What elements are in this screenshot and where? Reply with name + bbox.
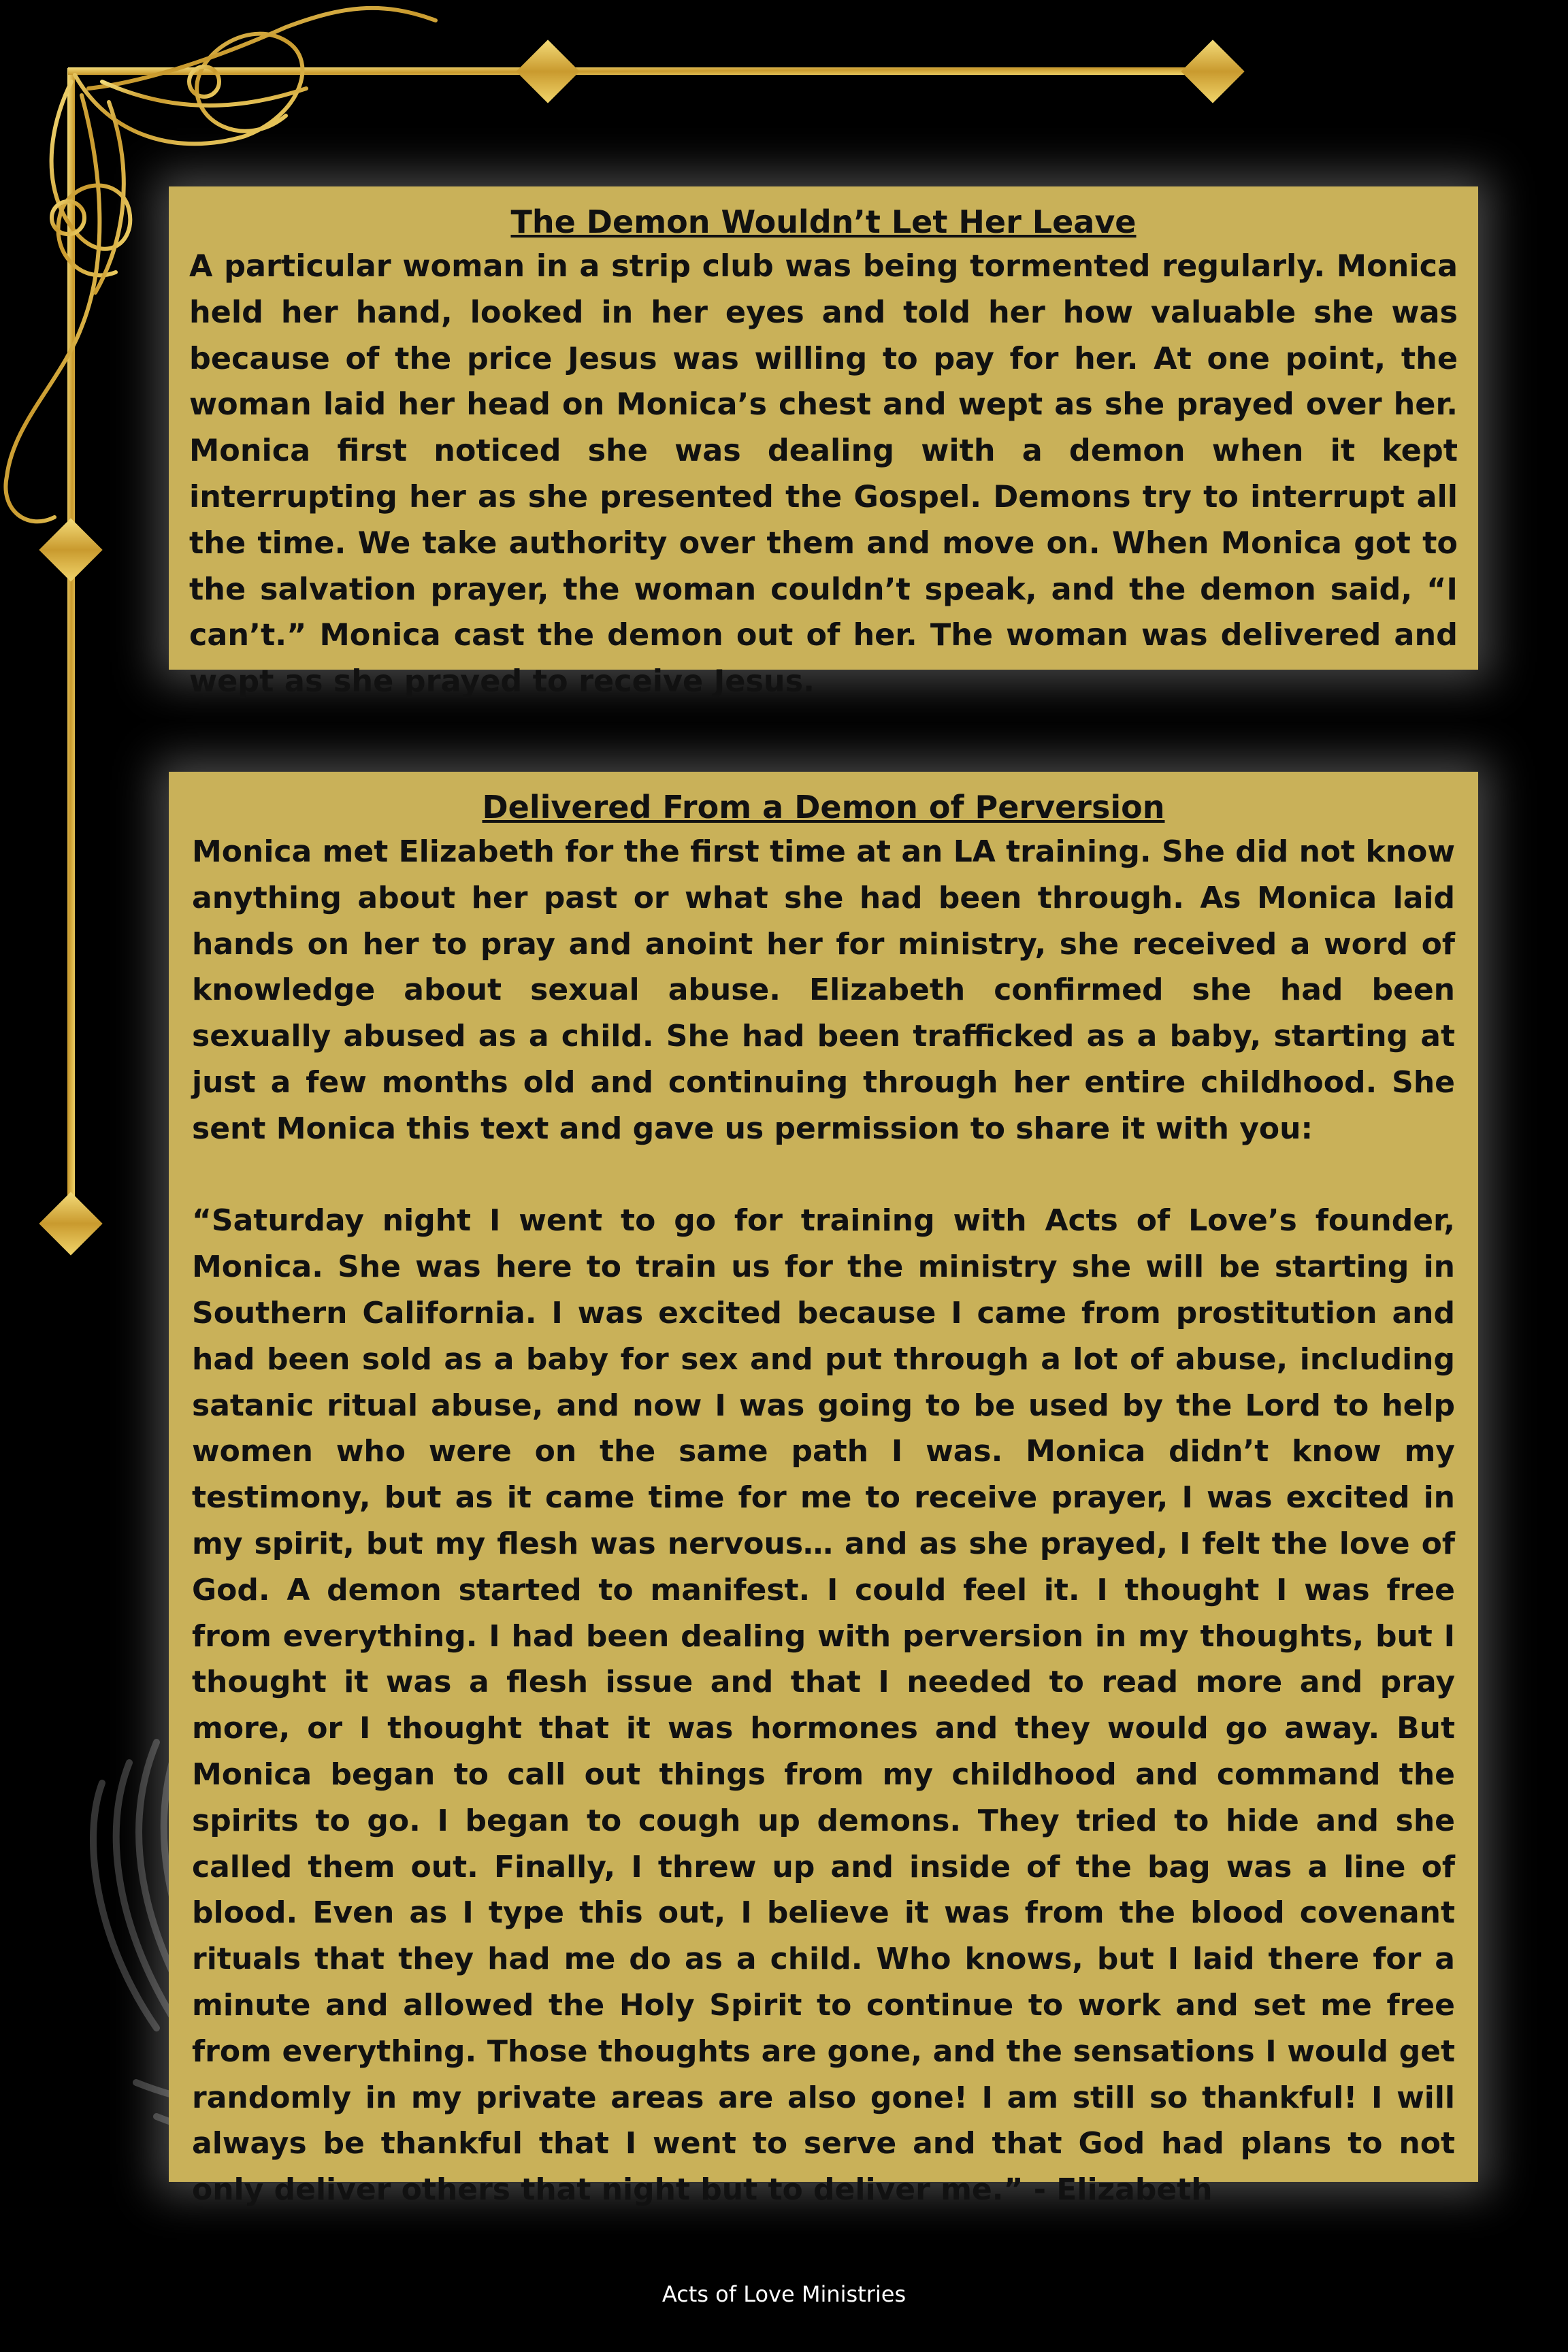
story-title: Delivered From a Demon of Perversion — [482, 789, 1165, 826]
testimony-quote: “Saturday night I went to go for training with Acts of Love’s founder, Monica. She was here to train us for the ministry she will be starting in Southern California. I was excited because I came from prostitution and had been sold as a baby for sex and put through a lot of abuse, including satanic ritual abuse, and now I was going to be used by the Lord to help women who were on the same path I was. Monica didn’t know my testimony, but as it came time for me to receive prayer, I was excited in my spirit, but my flesh was nervous… and as she prayed, I felt the love of God. A demon started to manifest. I could feel it. I thought I was free from everything. I had been dealing with perversion in my thoughts, but I thought it was a flesh issue and that I needed to read more and pray more, or I thought that it was hormones and they would go away. But Monica began to call out things from my childhood and command the spirits to go. I began to cough up demons. They tried to hide and she called them out. Finally, I threw up and inside of the bag was a line of blood. Even as I type this out, I believe it was from the blood covenant rituals that they had me do as a child. Who knows, but I laid there for a minute and allowed the Holy Spirit to continue to work and set me free from everything. Those thoughts are gone, and the sensations I would get randomly in my private areas are also gone! I am still so thankful! I will always be thankful that I went to serve and that God had plans to not only deliver others that night but to deliver me.” - Elizabeth — [192, 1203, 1455, 2208]
footer-text: Acts of Love Ministries — [662, 2281, 906, 2307]
story-title: The Demon Wouldn’t Let Her Leave — [510, 203, 1137, 240]
story-paragraph: A particular woman in a strip club was being tormented regularly. Monica held her hand, looked in her eyes and told her how valuable she was because of the price Jesus was willing to pay for her. At one point, the woman laid her head on Monica’s chest and wept as she prayed over her. Monica first noticed she was dealing with a demon when it kept interrupting her as she presented the Gospel. Demons try to interrupt all the time. We take authority over them and move on. When Monica got to the salvation prayer, the woman couldn’t speak, and the demon said, “I can’t.” Monica cast the demon out of her. The woman was delivered and wept as she prayed to receive Jesus. — [189, 249, 1458, 700]
paragraph-spacer — [192, 1152, 1455, 1198]
story-paragraph: Monica met Elizabeth for the first time at an LA training. She did not know anything about her past or what she had been through. As Monica laid hands on her to pray and anoint her for ministry, she received a word of knowledge about sexual abuse. Elizabeth confirmed she had been sexually abused as a child. She had been trafficked as a baby, starting at just a few months old and continuing through her entire childhood. She sent Monica this text and gave us permission to share it with you: — [192, 834, 1455, 1146]
story-card-2 — [169, 772, 1478, 2208]
story-card-1 — [169, 186, 1478, 700]
